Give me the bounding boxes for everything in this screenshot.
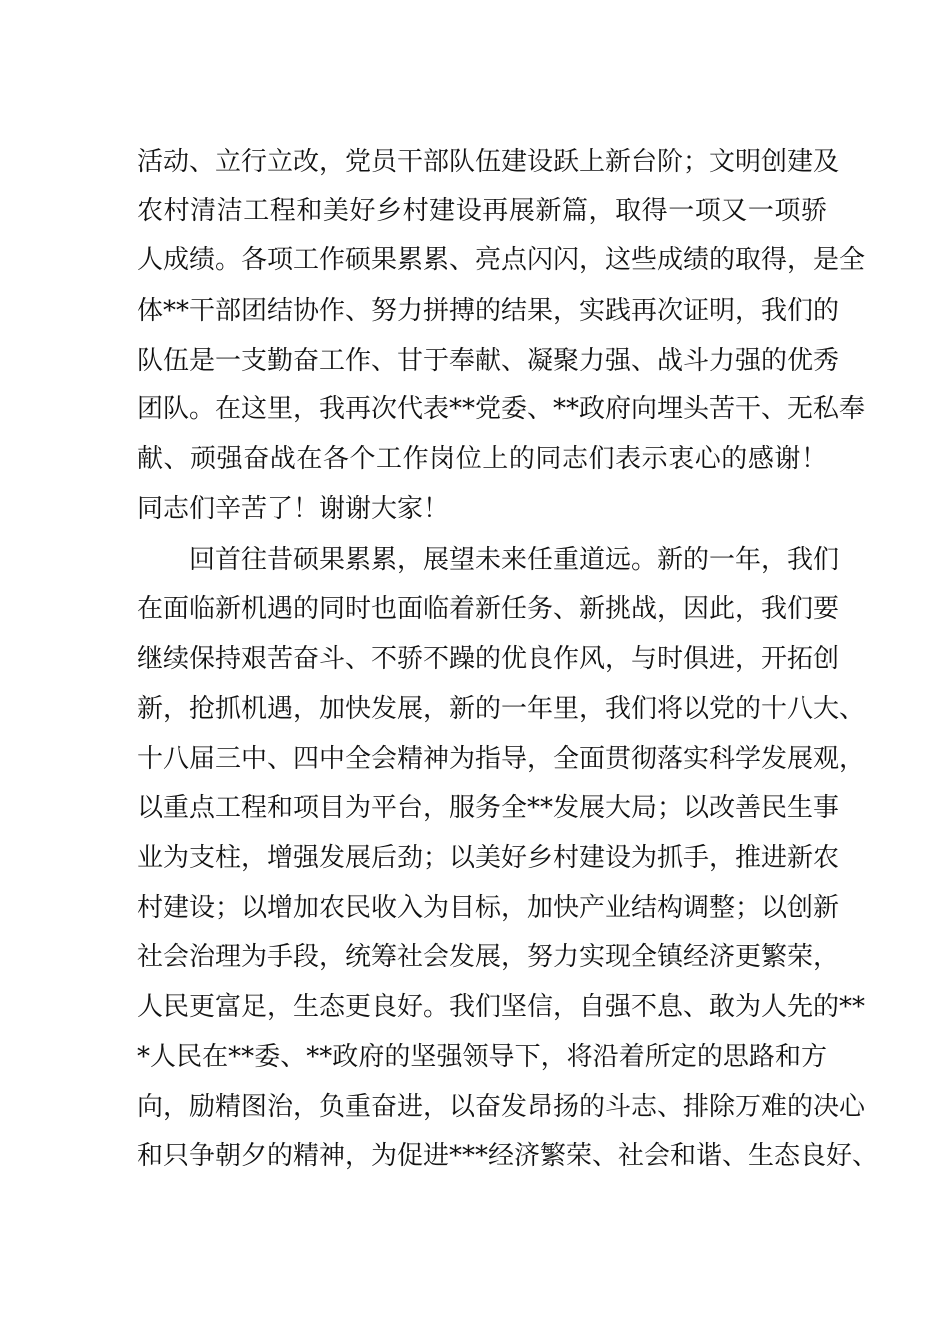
text-line: 和只争朝夕的精神，为促进***经济繁荣、社会和谐、生态良好、	[137, 1141, 879, 1171]
text-line: 队伍是一支勤奋工作、甘于奉献、凝聚力强、战斗力强的优秀	[137, 346, 840, 376]
text-line: 社会治理为手段，统筹社会发展，努力实现全镇经济更繁荣，	[137, 942, 840, 972]
text-line: 业为支柱，增强发展后劲；以美好乡村建设为抓手，推进新农	[137, 843, 840, 873]
text-line: 人民更富足，生态更良好。我们坚信，自强不息、敢为人先的**	[137, 992, 866, 1022]
text-line: 团队。在这里，我再次代表**党委、**政府向埋头苦干、无私奉	[137, 394, 866, 424]
text-line: 继续保持艰苦奋斗、不骄不躁的优良作风，与时俱进，开拓创	[137, 644, 840, 674]
text-line: *人民在**委、**政府的坚强领导下，将沿着所定的思路和方	[137, 1042, 827, 1072]
text-line: 十八届三中、四中全会精神为指导，全面贯彻落实科学发展观，	[137, 744, 866, 774]
text-line: 以重点工程和项目为平台，服务全**发展大局；以改善民生事	[137, 793, 840, 823]
text-line: 在面临新机遇的同时也面临着新任务、新挑战，因此，我们要	[137, 594, 840, 624]
text-line: 向，励精图治，负重奋进，以奋发昂扬的斗志、排除万难的决心	[137, 1092, 866, 1122]
text-line: 村建设；以增加农民收入为目标，加快产业结构调整；以创新	[137, 893, 840, 923]
text-line: 体**干部团结协作、努力拼搏的结果，实践再次证明，我们的	[137, 296, 840, 326]
text-line: 回首往昔硕果累累，展望未来任重道远。新的一年，我们	[189, 545, 840, 575]
text-line: 农村清洁工程和美好乡村建设再展新篇，取得一项又一项骄	[137, 196, 827, 226]
text-line: 活动、立行立改，党员干部队伍建设跃上新台阶；文明创建及	[137, 147, 840, 177]
text-line: 献、顽强奋战在各个工作岗位上的同志们表示衷心的感谢！	[137, 444, 827, 474]
text-line: 新，抢抓机遇，加快发展，新的一年里，我们将以党的十八大、	[137, 694, 866, 724]
text-line: 人成绩。各项工作硕果累累、亮点闪闪，这些成绩的取得，是全	[137, 245, 866, 275]
text-line: 同志们辛苦了！谢谢大家！	[137, 494, 450, 524]
